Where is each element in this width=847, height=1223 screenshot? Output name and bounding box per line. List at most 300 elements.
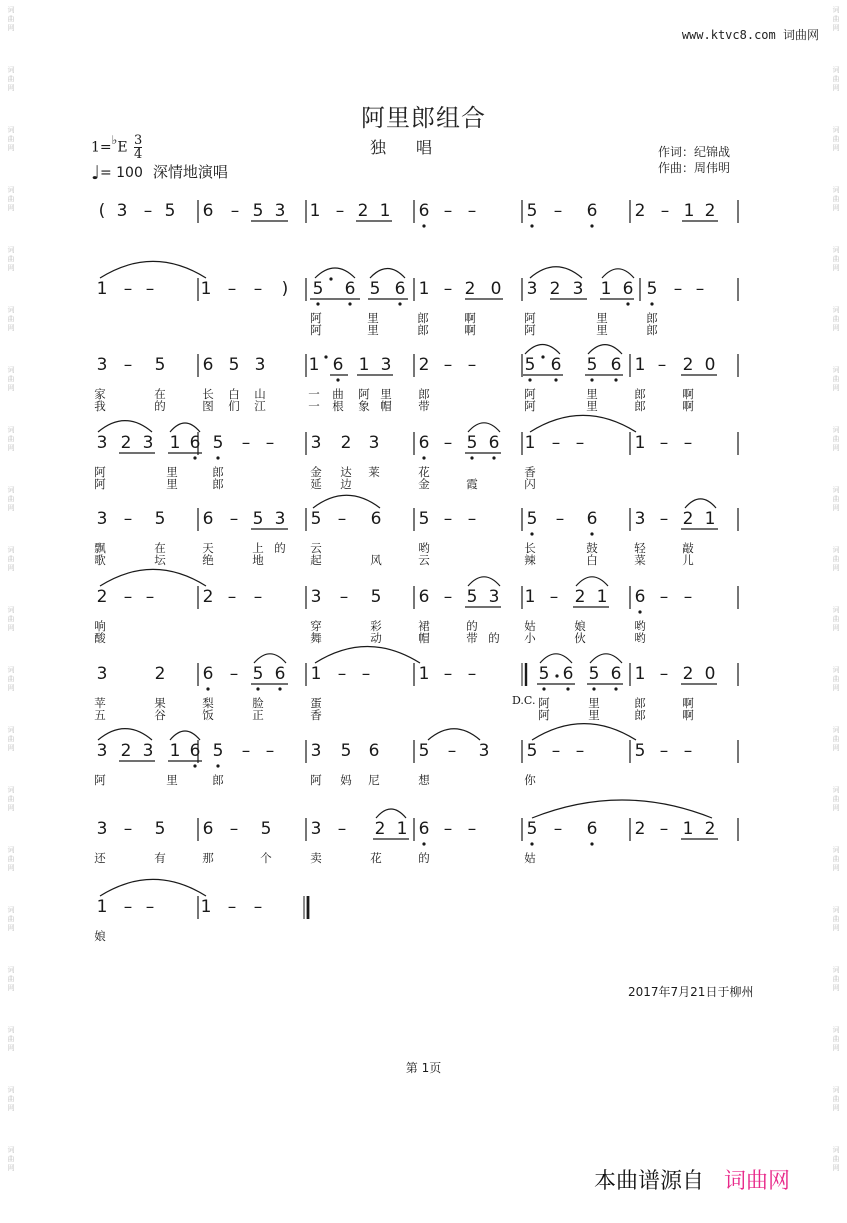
score-note: 5: [370, 587, 382, 607]
lyric-char: 长: [202, 387, 214, 401]
lyric-char: 阿: [310, 773, 322, 787]
score-note: 1: [308, 355, 320, 375]
score-note: 3: [368, 433, 380, 453]
score-note: 1: [96, 279, 108, 299]
tie-slur: [576, 577, 608, 586]
augmentation-dot: [329, 277, 332, 280]
score-note: –: [123, 355, 133, 375]
tie-slur: [530, 415, 636, 432]
score-note: 5: [646, 279, 658, 299]
augmentation-dot: [541, 355, 544, 358]
watermark-char: 网: [832, 144, 840, 152]
lyric-char: 歌: [94, 553, 106, 567]
score-note: 3: [254, 355, 266, 375]
score-note: –: [467, 201, 477, 221]
lyric-char: 里: [588, 696, 600, 710]
tie-slur: [540, 654, 572, 663]
watermark-char: 曲: [7, 915, 15, 923]
score-note: 6: [418, 201, 430, 221]
lyric-char: 酸: [94, 631, 106, 645]
lyric-char: 妈: [340, 773, 352, 787]
score-note: 6: [394, 279, 406, 299]
watermark-char: 曲: [7, 555, 15, 563]
watermark-char: 曲: [832, 1035, 840, 1043]
tie-slur: [100, 879, 206, 896]
score-note: 5: [418, 741, 430, 761]
watermark-char: 曲: [832, 675, 840, 683]
score-note: 5: [466, 587, 478, 607]
watermark-char: 词: [7, 606, 15, 614]
lyric-char: 天: [202, 541, 214, 555]
score-note: 2: [464, 279, 476, 299]
lyric-char: 谷: [154, 708, 166, 722]
score-note: –: [683, 587, 693, 607]
watermark-char: 曲: [7, 1035, 15, 1043]
score-note: 2: [154, 664, 166, 684]
score-note: –: [230, 201, 240, 221]
watermark-char: 词: [832, 186, 840, 194]
score-note: –: [443, 279, 453, 299]
watermark-char: 曲: [832, 375, 840, 383]
lyric-char: 阿: [524, 323, 536, 337]
site-url-text[interactable]: www.ktvc8.com: [681, 28, 776, 42]
score-note: 5: [164, 201, 176, 221]
score-note: 3: [488, 587, 500, 607]
lyric-char: 穿: [310, 619, 322, 633]
watermark-char: 曲: [7, 1155, 15, 1163]
tie-slur: [170, 423, 200, 432]
low-octave-dot: [193, 764, 196, 767]
lyric-char: 的: [418, 851, 430, 865]
watermark-char: 网: [7, 564, 15, 572]
score-note: –: [253, 279, 263, 299]
tie-slur: [170, 731, 200, 740]
lyric-char: 阿: [524, 387, 536, 401]
score-note: 0: [490, 279, 502, 299]
score-note: 1: [596, 587, 608, 607]
watermark-char: 网: [7, 24, 15, 32]
watermark-char: 曲: [7, 1095, 15, 1103]
score-note: 6: [370, 509, 382, 529]
score-note: 6: [586, 509, 598, 529]
score-note: 6: [562, 664, 574, 684]
score-note: 5: [228, 355, 240, 375]
score-note: –: [553, 819, 563, 839]
watermark-char: 词: [832, 726, 840, 734]
tie-slur: [590, 654, 622, 663]
lyric-char: 的: [466, 619, 478, 633]
watermark-char: 曲: [832, 255, 840, 263]
score-note: 5: [466, 433, 478, 453]
lyric-char: 里: [166, 477, 178, 491]
score-note: 5: [418, 509, 430, 529]
score-note: –: [123, 897, 133, 917]
lyric-char: 苹: [94, 696, 106, 710]
score-note: 3: [310, 433, 322, 453]
watermark-char: 曲: [7, 75, 15, 83]
score-note: 6: [189, 433, 201, 453]
score-note: 1: [600, 279, 612, 299]
low-octave-dot: [256, 687, 259, 690]
watermark-char: 曲: [7, 195, 15, 203]
score-note: 3: [572, 279, 584, 299]
lyric-char: 梨: [202, 696, 214, 710]
lyric-char: 阿: [358, 387, 370, 401]
tie-slur: [313, 495, 380, 508]
score-note: 2: [574, 587, 586, 607]
lyric-char: 阿: [94, 477, 106, 491]
score-note: 1: [200, 279, 212, 299]
source-credit: [594, 1164, 790, 1195]
lyric-char: 里: [596, 323, 608, 337]
tie-slur: [428, 729, 480, 740]
lyric-char: 郎: [646, 323, 658, 337]
low-octave-dot: [590, 842, 593, 845]
score-note: 3: [116, 201, 128, 221]
lyric-char: 姑: [524, 619, 536, 633]
score-note: 1: [379, 201, 391, 221]
tie-slur: [315, 647, 420, 664]
score-note: –: [555, 509, 565, 529]
score-note: 1: [358, 355, 370, 375]
lyric-char: 郎: [417, 323, 429, 337]
watermark-char: 网: [832, 744, 840, 752]
score-note: 1: [200, 897, 212, 917]
watermark-char: 网: [7, 1104, 15, 1112]
low-octave-dot: [422, 842, 425, 845]
score-note: 3: [310, 587, 322, 607]
lyric-char: 延: [310, 477, 322, 491]
augmentation-dot: [555, 674, 558, 677]
watermark-char: 词: [832, 906, 840, 914]
augmentation-dot: [324, 355, 327, 358]
lyric-char: 象: [358, 399, 370, 413]
score-note: –: [659, 741, 669, 761]
score-note: –: [659, 433, 669, 453]
lyric-char: 里: [166, 465, 178, 479]
score-note: 6: [550, 355, 562, 375]
watermark-char: 网: [832, 624, 840, 632]
watermark-char: 词: [832, 966, 840, 974]
watermark-char: 网: [832, 24, 840, 32]
watermark-char: 网: [7, 744, 15, 752]
score-note: 5: [369, 279, 381, 299]
tie-slur: [602, 269, 634, 278]
score-note: –: [145, 897, 155, 917]
score-note: 1: [418, 279, 430, 299]
watermark-char: 网: [7, 384, 15, 392]
lyric-char: 娘: [574, 619, 586, 633]
tie-slur: [530, 267, 582, 278]
lyric-char: 五: [94, 708, 106, 722]
score-note: –: [241, 433, 251, 453]
score-note: 1: [96, 897, 108, 917]
lyric-char: 哟: [634, 631, 646, 645]
watermark-char: 词: [7, 246, 15, 254]
lyric-char: 家: [94, 387, 106, 401]
lyric-char: 阿: [524, 311, 536, 325]
lyric-char: 动: [370, 631, 382, 645]
lyric-char: 郎: [634, 399, 646, 413]
score-note: –: [659, 819, 669, 839]
low-octave-dot: [422, 224, 425, 227]
watermark-char: 曲: [7, 675, 15, 683]
watermark-char: 网: [832, 84, 840, 92]
score-note: 5: [154, 355, 166, 375]
watermark-char: 词: [832, 786, 840, 794]
score-note: 5: [312, 279, 324, 299]
watermark-char: 词: [832, 426, 840, 434]
score-note: 3: [526, 279, 538, 299]
tie-slur: [468, 577, 500, 586]
watermark-char: 词: [7, 126, 15, 134]
score-note: –: [443, 509, 453, 529]
score-note: –: [443, 201, 453, 221]
watermark-char: 曲: [832, 855, 840, 863]
score-note: 5: [586, 355, 598, 375]
score-note: 1: [704, 509, 716, 529]
watermark-char: 网: [832, 864, 840, 872]
lyric-char: 啊: [464, 311, 476, 325]
lyric-char: 有: [154, 851, 166, 865]
score-note: 2: [682, 509, 694, 529]
score-note: –: [229, 509, 239, 529]
score-note: –: [443, 355, 453, 375]
lyric-char: 香: [524, 465, 536, 479]
lyric-char: 阿: [310, 323, 322, 337]
lyric-char: 花: [370, 851, 382, 865]
watermark-char: 词: [7, 1086, 15, 1094]
lyric-char: 绝: [202, 553, 214, 567]
score-note: 5: [526, 741, 538, 761]
watermark-char: 曲: [832, 195, 840, 203]
lyric-char: 郎: [634, 387, 646, 401]
lyric-char: 娘: [94, 929, 106, 943]
watermark-char: 词: [832, 306, 840, 314]
watermark-char: 网: [7, 1044, 15, 1052]
score-note: 5: [252, 664, 264, 684]
low-octave-dot: [278, 687, 281, 690]
watermark-char: 词: [832, 66, 840, 74]
lyric-char: 带: [466, 631, 478, 645]
watermark-char: 词: [7, 846, 15, 854]
score-note: 3: [96, 433, 108, 453]
score-note: –: [659, 509, 669, 529]
score-note: –: [660, 201, 670, 221]
watermark-char: 曲: [7, 795, 15, 803]
source-prefix: 本曲谱源自: [594, 1169, 705, 1194]
low-octave-dot: [422, 456, 425, 459]
watermark-char: 网: [7, 264, 15, 272]
lyric-char: 菜: [634, 553, 646, 567]
lyric-char: 莱: [368, 465, 380, 479]
score-note: –: [443, 587, 453, 607]
watermark-char: 网: [7, 624, 15, 632]
lyric-char: 舞: [310, 631, 322, 645]
low-octave-dot: [398, 302, 401, 305]
watermark-char: 网: [7, 204, 15, 212]
meter-numerator: 3: [134, 133, 143, 148]
score-note: 2: [704, 201, 716, 221]
watermark-char: 词: [7, 906, 15, 914]
watermark-char: 词: [832, 1026, 840, 1034]
watermark-char: 曲: [832, 915, 840, 923]
score-note: 5: [538, 664, 550, 684]
score-note: –: [575, 741, 585, 761]
lyric-char: 哟: [634, 619, 646, 633]
page-number: 第 1页: [405, 1061, 442, 1075]
lyric-char: 彩: [370, 619, 382, 633]
score-note: –: [447, 741, 457, 761]
lyric-char: 阿: [310, 311, 322, 325]
lyric-char: 蛋: [310, 696, 322, 710]
lyric-char: 闪: [524, 477, 536, 491]
lyric-char: 花: [418, 465, 430, 479]
watermark-char: 词: [832, 606, 840, 614]
score-note: 6: [610, 355, 622, 375]
watermark-char: 词: [832, 1146, 840, 1154]
lyric-char: 啊: [682, 387, 694, 401]
lyric-char: 郎: [212, 465, 224, 479]
lyric-char: 啊: [682, 696, 694, 710]
score-note: 5: [634, 741, 646, 761]
lyric-char: 达: [340, 465, 352, 479]
low-octave-dot: [193, 456, 196, 459]
lyric-char: 起: [310, 553, 322, 567]
score-note: 3: [96, 664, 108, 684]
watermark-char: 网: [832, 324, 840, 332]
lyric-char: 根: [332, 399, 344, 413]
watermark-char: 曲: [7, 135, 15, 143]
watermark-char: 曲: [832, 1095, 840, 1103]
score-note: 1: [634, 355, 646, 375]
score-note: 3: [96, 819, 108, 839]
song-title: 阿里郎组合: [361, 104, 486, 132]
lyric-char: 郎: [212, 773, 224, 787]
score-note: –: [659, 664, 669, 684]
score-note: 5: [212, 433, 224, 453]
low-octave-dot: [650, 302, 653, 305]
score-note: 3: [142, 433, 154, 453]
score-note: 6: [202, 509, 214, 529]
low-octave-dot: [566, 687, 569, 690]
score-note: 2: [704, 819, 716, 839]
meter-denominator: 4: [134, 147, 143, 162]
score-note: 2: [549, 279, 561, 299]
watermark-char: 网: [832, 924, 840, 932]
composer: 作曲：周伟明: [658, 161, 731, 175]
low-octave-dot: [590, 532, 593, 535]
watermark-char: 词: [832, 6, 840, 14]
lyric-char: 郎: [634, 708, 646, 722]
watermark-char: 曲: [7, 15, 15, 23]
lyric-char: 长: [524, 541, 536, 555]
lyric-char: 坛: [154, 553, 166, 567]
lyric-char: 辣: [524, 553, 536, 567]
score-note: –: [467, 355, 477, 375]
score-note: –: [553, 201, 563, 221]
lyric-char: 云: [418, 553, 430, 567]
score-note: 2: [202, 587, 214, 607]
score-note: 3: [142, 741, 154, 761]
tie-slur: [468, 423, 500, 432]
watermark-char: 曲: [7, 855, 15, 863]
score-note: 5: [310, 509, 322, 529]
tie-slur: [532, 800, 712, 818]
score-note: 1: [396, 819, 408, 839]
watermark-char: 词: [832, 486, 840, 494]
lyricist: 作词：纪锦战: [658, 145, 731, 159]
score-note: –: [467, 509, 477, 529]
tie-slur: [98, 729, 152, 740]
score-note: –: [229, 819, 239, 839]
watermark-char: 词: [7, 66, 15, 74]
lyric-char: 阿: [94, 773, 106, 787]
score-note: 1: [524, 433, 536, 453]
score-note: 6: [586, 201, 598, 221]
low-octave-dot: [336, 378, 339, 381]
score-note: 2: [357, 201, 369, 221]
score-note: –: [253, 587, 263, 607]
score-note: –: [683, 741, 693, 761]
watermark-char: 曲: [832, 435, 840, 443]
watermark-char: 词: [7, 1026, 15, 1034]
lyric-char: 江: [254, 399, 266, 413]
low-octave-dot: [542, 687, 545, 690]
lyric-char: 郎: [212, 477, 224, 491]
score-note: 6: [189, 741, 201, 761]
score-note: 3: [96, 741, 108, 761]
score-note: 2: [374, 819, 386, 839]
score-note: 3: [274, 509, 286, 529]
key-prefix: 1=: [91, 139, 112, 156]
lyric-char: 白: [228, 387, 240, 401]
low-octave-dot: [206, 687, 209, 690]
watermark-char: 曲: [832, 135, 840, 143]
watermark-char: 词: [7, 966, 15, 974]
score-note: –: [265, 433, 275, 453]
watermark-char: 词: [7, 786, 15, 794]
lyric-char: 的: [488, 631, 500, 645]
performance-type: 独唱: [370, 138, 463, 157]
score-note: 3: [478, 741, 490, 761]
watermark-char: 曲: [7, 735, 15, 743]
score-note: –: [335, 201, 345, 221]
tie-slur: [376, 809, 406, 818]
score-note: 6: [332, 355, 344, 375]
score-note: 6: [488, 433, 500, 453]
source-brand[interactable]: 词曲网: [724, 1169, 791, 1194]
score-note: 2: [340, 433, 352, 453]
watermark-char: 词: [7, 666, 15, 674]
watermark-char: 词: [832, 666, 840, 674]
lyric-char: 霞: [466, 477, 478, 491]
lyric-char: 脸: [252, 696, 264, 710]
tie-slur: [100, 569, 206, 586]
score-note: –: [695, 279, 705, 299]
watermark-char: 网: [7, 1164, 15, 1172]
tie-slur: [588, 345, 622, 354]
score-note: 6: [634, 587, 646, 607]
score-note: –: [683, 433, 693, 453]
score-note: 6: [344, 279, 356, 299]
score-note: 6: [418, 819, 430, 839]
watermark-char: 词: [7, 546, 15, 554]
low-octave-dot: [316, 302, 319, 305]
lyric-char: 在: [154, 387, 166, 401]
watermark-char: 网: [7, 324, 15, 332]
lyric-char: 曲: [332, 387, 344, 401]
